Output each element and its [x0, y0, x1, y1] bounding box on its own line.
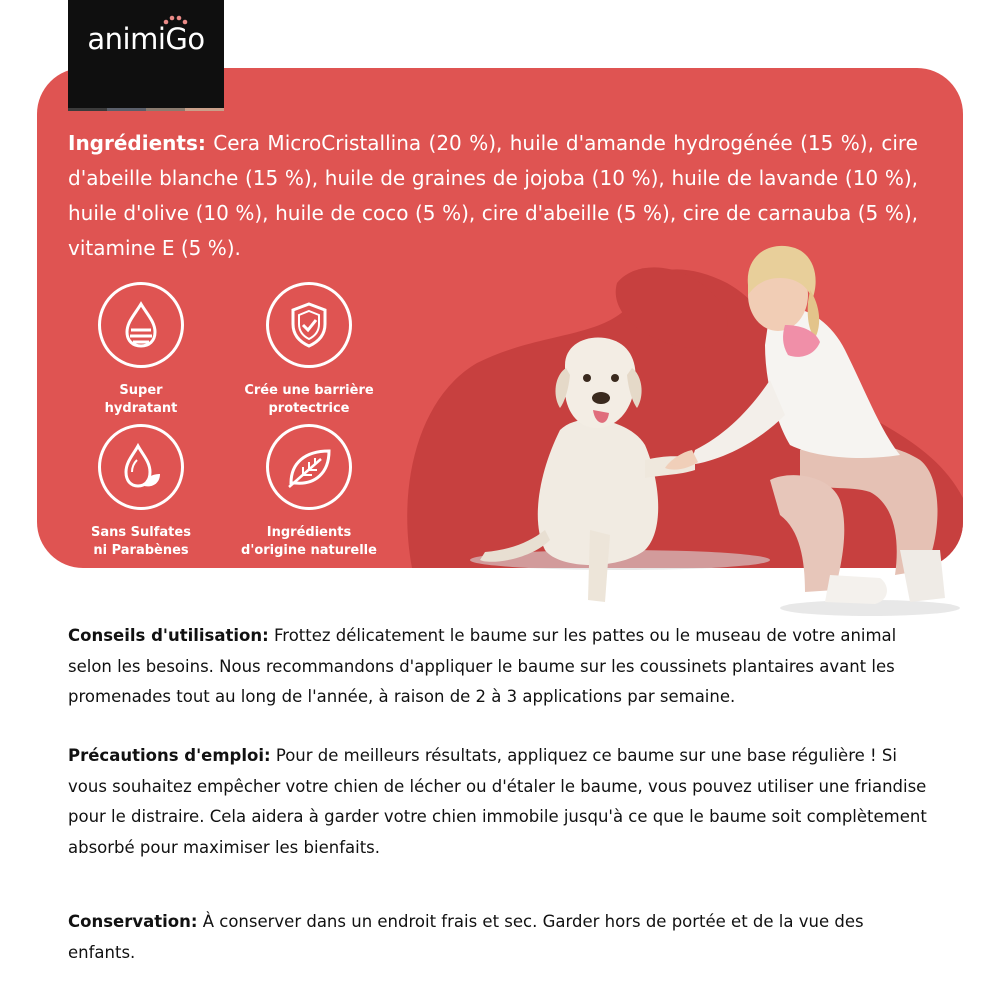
feature-label-line2: d'origine naturelle: [241, 543, 377, 558]
woman-and-dog-photo: [470, 230, 970, 620]
ingredients-text: [68, 126, 918, 266]
feature-label-line1: Sans Sulfates: [91, 525, 191, 540]
ingredients-list: Cera MicroCristallina (20 %), huile d'amande hydrogénée (15 %), cire d'abeille blanche (15 %), huile de graines de jojoba (10 %), huile de lavande (10 %), huile d'olive (10 %), huile de coco (5 %), cire d'abeille (5 %), cire de carnauba (5 %), vitamine E (5 %).: [68, 131, 918, 260]
leaf-icon: [266, 424, 352, 510]
logo-wordmark: animiGo: [87, 22, 205, 56]
brand-logo: [68, 0, 224, 111]
logo-color-strip: [68, 108, 224, 111]
storage-section: [68, 907, 928, 968]
ingredients-label: Ingrédients:: [68, 131, 206, 155]
water-drop-icon: [98, 282, 184, 368]
feature-label-line2: ni Parabènes: [93, 543, 189, 558]
drop-leaf-icon: [98, 424, 184, 510]
storage-text: À conserver dans un endroit frais et sec. Garder hors de portée et de la vue des enfants.: [68, 912, 864, 962]
precautions-section: [68, 741, 928, 863]
feature-sans-sulfates: [56, 424, 226, 560]
feature-origine-naturelle: [224, 424, 394, 560]
shield-check-icon: [266, 282, 352, 368]
precautions-text: Pour de meilleurs résultats, appliquez ce baume sur une base régulière ! Si vous souhaitez empêcher votre chien de lécher ou d'étaler le baume, vous pouvez utiliser une friandise pour le distraire. Cela aidera à garder votre chien immobile jusqu'à ce que le baume soit complètement absorbé pour maximiser les bienfaits.: [68, 746, 927, 857]
usage-section: [68, 621, 928, 713]
feature-label-line1: Crée une barrière: [244, 383, 374, 398]
precautions-label: Précautions d'emploi:: [68, 746, 271, 765]
feature-barriere-protectrice: [224, 282, 394, 418]
storage-label: Conservation:: [68, 912, 198, 931]
feature-label-line1: Super: [119, 383, 163, 398]
feature-super-hydratant: [56, 282, 226, 418]
usage-label: Conseils d'utilisation:: [68, 626, 269, 645]
usage-text: Frottez délicatement le baume sur les pattes ou le museau de votre animal selon les besoins. Nous recommandons d'appliquer le baume sur les coussinets plantaires avant les promenades tout au long de l'année, à raison de 2 à 3 applications par semaine.: [68, 626, 897, 706]
feature-label-line2: hydratant: [104, 401, 178, 416]
feature-label-line1: Ingrédients: [266, 525, 352, 540]
feature-label-line2: protectrice: [268, 401, 350, 416]
